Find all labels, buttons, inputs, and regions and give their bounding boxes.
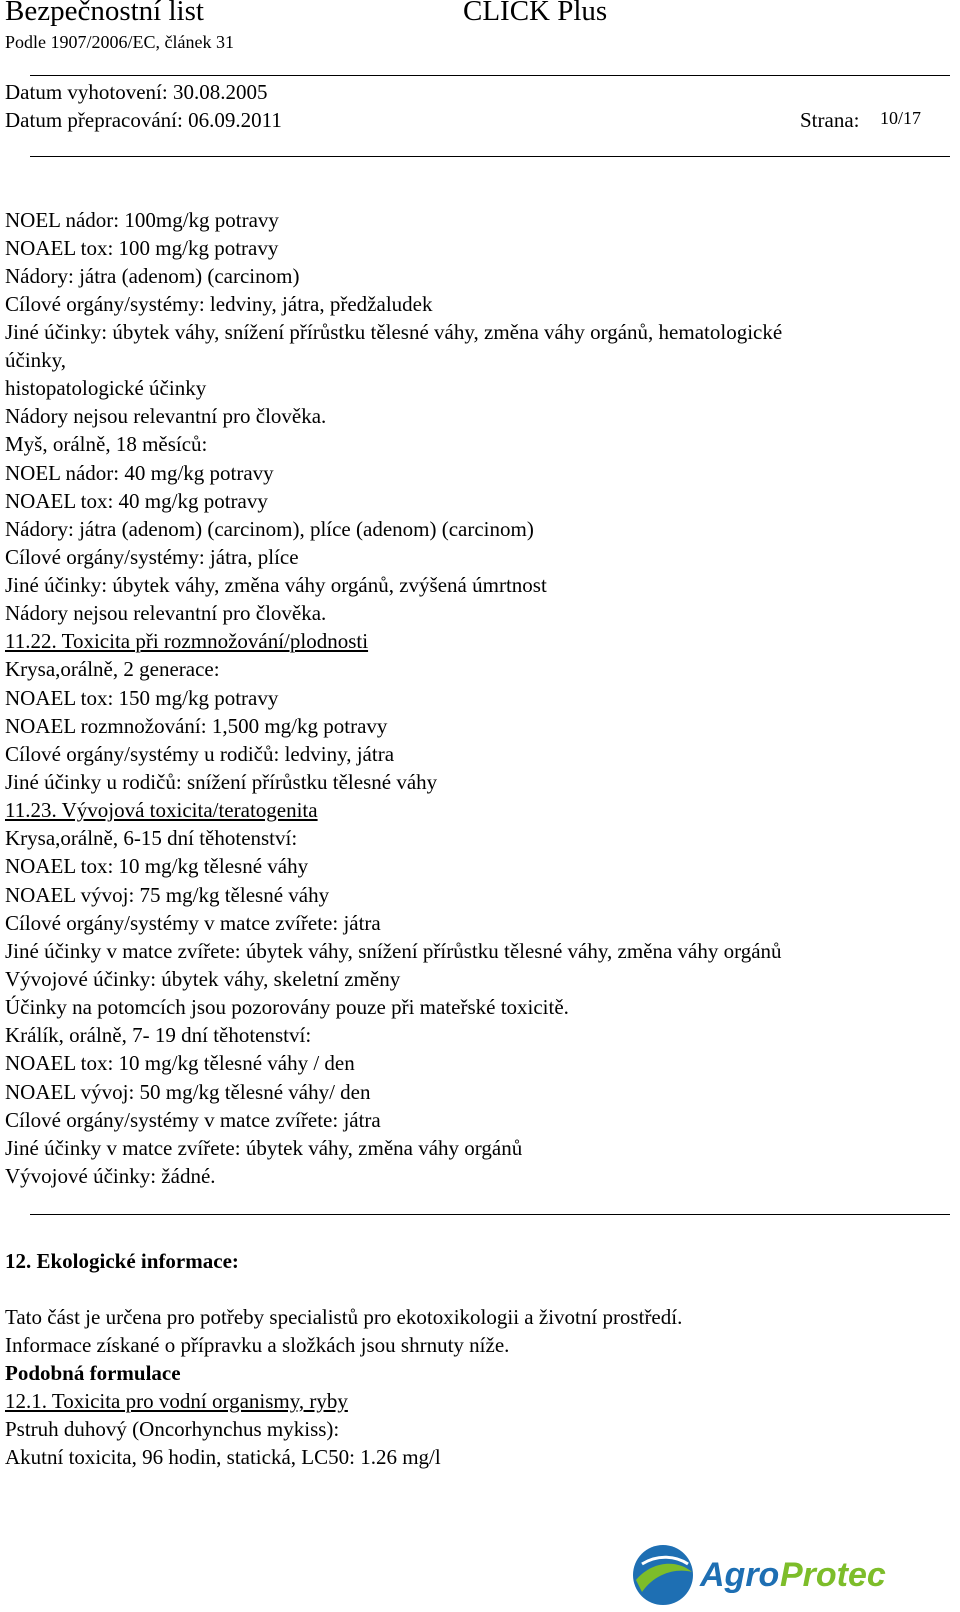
text-line: Krysa,orálně, 6-15 dní těhotenství: xyxy=(5,826,298,850)
regulation-text: Podle 1907/2006/EC, článek 31 xyxy=(5,32,234,52)
text-line: Nádory nejsou relevantní pro člověka. xyxy=(5,601,327,625)
text-line: Jiné účinky: úbytek váhy, změna váhy orgánů, zvýšená úmrtnost xyxy=(5,573,547,597)
text-line: NOAEL tox: 40 mg/kg potravy xyxy=(5,489,268,513)
text-line: NOAEL vývoj: 50 mg/kg tělesné váhy/ den xyxy=(5,1080,371,1104)
text-line: Jiné účinky u rodičů: snížení přírůstku tělesné váhy xyxy=(5,770,438,794)
document-title: Bezpečnostní list xyxy=(5,0,204,27)
text-line: Účinky na potomcích jsou pozorovány pouze při mateřské toxicitě. xyxy=(5,995,569,1019)
revision-date: Datum přepracování: 06.09.2011 xyxy=(5,108,282,132)
text-line: Nádory: játra (adenom) (carcinom), plíce (adenom) (carcinom) xyxy=(5,517,534,541)
subsection-heading-12-1: 12.1. Toxicita pro vodní organismy, ryby xyxy=(5,1389,348,1413)
text-line: Vývojové účinky: úbytek váhy, skeletní změny xyxy=(5,967,401,991)
text-line: Cílové orgány/systémy u rodičů: ledviny, játra xyxy=(5,742,395,766)
text-line: histopatologické účinky xyxy=(5,376,207,400)
text-line: Cílové orgány/systémy v matce zvířete: játra xyxy=(5,1108,381,1132)
text-line: Králík, orálně, 7- 19 dní těhotenství: xyxy=(5,1023,312,1047)
text-line: NOAEL vývoj: 75 mg/kg tělesné váhy xyxy=(5,883,330,907)
text-line: Cílové orgány/systémy: játra, plíce xyxy=(5,545,299,569)
text-line: NOAEL tox: 10 mg/kg tělesné váhy / den xyxy=(5,1051,355,1075)
text-line: NOEL nádor: 40 mg/kg potravy xyxy=(5,461,274,485)
text-line: Jiné účinky v matce zvířete: úbytek váhy, změna váhy orgánů xyxy=(5,1136,523,1160)
header-divider-top xyxy=(30,75,950,76)
text-line: NOAEL rozmnožování: 1,500 mg/kg potravy xyxy=(5,714,388,738)
logo-text-agro: Agro xyxy=(700,1556,780,1594)
issue-date: Datum vyhotovení: 30.08.2005 xyxy=(5,80,268,104)
text-line: NOAEL tox: 100 mg/kg potravy xyxy=(5,236,279,260)
globe-icon xyxy=(633,1545,693,1605)
section-12-heading: 12. Ekologické informace: xyxy=(5,1249,239,1273)
text-line: účinky, xyxy=(5,348,67,372)
text-line: Tato část je určena pro potřeby specialistů pro ekotoxikologii a životní prostředí. xyxy=(5,1305,683,1329)
text-line: Nádory: játra (adenom) (carcinom) xyxy=(5,264,300,288)
logo-text-protec: Protec xyxy=(780,1556,886,1594)
section-divider xyxy=(30,1214,950,1215)
text-line: NOEL nádor: 100mg/kg potravy xyxy=(5,208,279,232)
text-line: Pstruh duhový (Oncorhynchus mykiss): xyxy=(5,1417,340,1441)
text-line: Jiné účinky v matce zvířete: úbytek váhy, snížení přírůstku tělesné váhy, změna váhy orgánů xyxy=(5,939,782,963)
text-line: Informace získané o přípravku a složkách jsou shrnuty níže. xyxy=(5,1333,510,1357)
text-line: Krysa,orálně, 2 generace: xyxy=(5,657,220,681)
text-line: Cílové orgány/systémy v matce zvířete: játra xyxy=(5,911,381,935)
text-line: NOAEL tox: 10 mg/kg tělesné váhy xyxy=(5,854,309,878)
text-line: Nádory nejsou relevantní pro člověka. xyxy=(5,404,327,428)
text-line: Jiné účinky: úbytek váhy, snížení přírůstku tělesné váhy, změna váhy orgánů, hematologické xyxy=(5,320,783,344)
subsection-heading-11-23: 11.23. Vývojová toxicita/teratogenita xyxy=(5,798,318,822)
product-name: CLICK Plus xyxy=(463,0,608,27)
text-line: NOAEL tox: 150 mg/kg potravy xyxy=(5,686,279,710)
header-divider-bottom xyxy=(30,156,950,157)
subsection-heading-11-22: 11.22. Toxicita při rozmnožování/plodnosti xyxy=(5,629,369,653)
page-number: 10/17 xyxy=(880,108,922,128)
text-line: Akutní toxicita, 96 hodin, statická, LC50: 1.26 mg/l xyxy=(5,1445,441,1469)
text-line: Vývojové účinky: žádné. xyxy=(5,1164,216,1188)
agroprotec-logo xyxy=(628,1540,948,1610)
text-line: Cílové orgány/systémy: ledviny, játra, předžaludek xyxy=(5,292,433,316)
text-line: Myš, orálně, 18 měsíců: xyxy=(5,432,208,456)
formulation-heading: Podobná formulace xyxy=(5,1361,181,1385)
page-label: Strana: xyxy=(800,108,860,132)
